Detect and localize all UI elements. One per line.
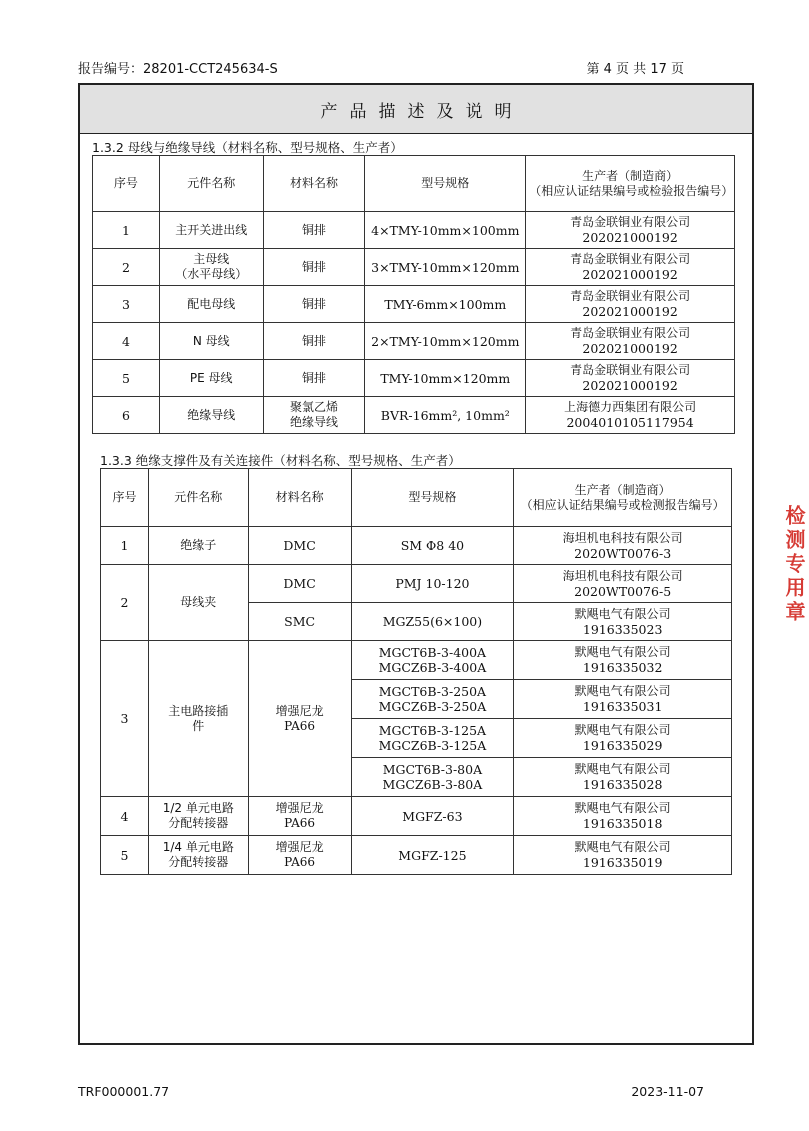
col-header-producer: 生产者（制造商） （相应认证结果编号或检测报告编号） <box>514 469 732 527</box>
report-date: 2023-11-07 <box>631 1084 704 1099</box>
cell-model: 2×TMY-10mm×120mm <box>365 323 526 360</box>
cell-producer: 青岛金联铜业有限公司 202021000192 <box>526 323 735 360</box>
cell-component: 1/4 单元电路 分配转接器 <box>148 836 248 875</box>
cell-material: 铜排 <box>263 249 365 286</box>
table-row <box>93 323 735 360</box>
cell-model: SM Φ8 40 <box>351 527 514 565</box>
cell-model: MGFZ-125 <box>351 836 514 875</box>
cell-material: 聚氯乙烯 绝缘导线 <box>263 397 365 434</box>
cell-no: 3 <box>101 641 149 797</box>
cell-component: 1/2 单元电路 分配转接器 <box>148 797 248 836</box>
cell-component: 主母线 （水平母线） <box>159 249 263 286</box>
cell-no: 1 <box>93 212 160 249</box>
cell-producer: 海坦机电科技有限公司 2020WT0076-5 <box>514 565 732 603</box>
table-row <box>93 212 735 249</box>
cell-model: MGCT6B-3-125A MGCZ6B-3-125A <box>351 719 514 758</box>
cell-material: 增强尼龙 PA66 <box>248 836 351 875</box>
cell-model: MGFZ-63 <box>351 797 514 836</box>
cell-component: 绝缘子 <box>148 527 248 565</box>
table-header-row <box>101 469 732 527</box>
cell-material: 铜排 <box>263 323 365 360</box>
col-header-no: 序号 <box>93 156 160 212</box>
table1-caption: 1.3.2 母线与绝缘导线（材料名称、型号规格、生产者） <box>92 140 403 155</box>
table-row <box>93 286 735 323</box>
col-header-component: 元件名称 <box>148 469 248 527</box>
cell-model: MGCT6B-3-80A MGCZ6B-3-80A <box>351 758 514 797</box>
cell-material: SMC <box>248 603 351 641</box>
cell-component: 绝缘导线 <box>159 397 263 434</box>
cell-producer: 青岛金联铜业有限公司 202021000192 <box>526 212 735 249</box>
busbar-table <box>92 155 735 434</box>
col-header-material: 材料名称 <box>248 469 351 527</box>
cell-component: PE 母线 <box>159 360 263 397</box>
cell-no: 1 <box>101 527 149 565</box>
cell-model: PMJ 10-120 <box>351 565 514 603</box>
col-header-material: 材料名称 <box>263 156 365 212</box>
cell-component: 主电路接插 件 <box>148 641 248 797</box>
cell-producer: 默飓电气有限公司 1916335031 <box>514 680 732 719</box>
section-title: 产品描述及说明 <box>80 85 752 134</box>
seal-stamp-text: 检测专用章 <box>782 505 806 625</box>
cell-material: 铜排 <box>263 360 365 397</box>
cell-producer: 默飓电气有限公司 1916335019 <box>514 836 732 875</box>
page-info: 第 4 页 共 17 页 <box>586 62 684 77</box>
cell-producer: 海坦机电科技有限公司 2020WT0076-3 <box>514 527 732 565</box>
cell-material: 铜排 <box>263 286 365 323</box>
table-row <box>101 797 732 836</box>
cell-producer: 青岛金联铜业有限公司 202021000192 <box>526 286 735 323</box>
cell-model: TMY-6mm×100mm <box>365 286 526 323</box>
cell-no: 3 <box>93 286 160 323</box>
cell-no: 2 <box>101 565 149 641</box>
cell-model: 4×TMY-10mm×100mm <box>365 212 526 249</box>
cell-producer: 默飓电气有限公司 1916335023 <box>514 603 732 641</box>
col-header-producer: 生产者（制造商） （相应认证结果编号或检验报告编号） <box>526 156 735 212</box>
cell-model: MGZ55(6×100) <box>351 603 514 641</box>
cell-no: 4 <box>101 797 149 836</box>
cell-component: 主开关进出线 <box>159 212 263 249</box>
cell-material: 增强尼龙 PA66 <box>248 797 351 836</box>
cell-no: 4 <box>93 323 160 360</box>
cell-material: DMC <box>248 565 351 603</box>
cell-material: 增强尼龙 PA66 <box>248 641 351 797</box>
cell-model: MGCT6B-3-400A MGCZ6B-3-400A <box>351 641 514 680</box>
table-row <box>101 836 732 875</box>
table-header-row <box>93 156 735 212</box>
col-header-model: 型号规格 <box>351 469 514 527</box>
report-number: 报告编号：28201-CCT245634-S <box>78 62 278 77</box>
table-row <box>93 249 735 286</box>
insulator-table <box>100 468 732 875</box>
content-frame <box>78 83 754 1045</box>
cell-model: BVR-16mm², 10mm² <box>365 397 526 434</box>
cell-no: 5 <box>93 360 160 397</box>
cell-producer: 上海德力西集团有限公司 2004010105117954 <box>526 397 735 434</box>
cell-model: MGCT6B-3-250A MGCZ6B-3-250A <box>351 680 514 719</box>
col-header-model: 型号规格 <box>365 156 526 212</box>
cell-producer: 默飓电气有限公司 1916335028 <box>514 758 732 797</box>
cell-producer: 默飓电气有限公司 1916335018 <box>514 797 732 836</box>
table-row <box>101 527 732 565</box>
table2-caption: 1.3.3 绝缘支撑件及有关连接件（材料名称、型号规格、生产者） <box>100 453 461 468</box>
table-row <box>93 360 735 397</box>
cell-model: 3×TMY-10mm×120mm <box>365 249 526 286</box>
cell-component: N 母线 <box>159 323 263 360</box>
col-header-component: 元件名称 <box>159 156 263 212</box>
col-header-no: 序号 <box>101 469 149 527</box>
cell-material: DMC <box>248 527 351 565</box>
cell-producer: 青岛金联铜业有限公司 202021000192 <box>526 360 735 397</box>
cell-producer: 青岛金联铜业有限公司 202021000192 <box>526 249 735 286</box>
cell-no: 2 <box>93 249 160 286</box>
cell-no: 6 <box>93 397 160 434</box>
cell-no: 5 <box>101 836 149 875</box>
table-row <box>101 565 732 603</box>
table-row <box>93 397 735 434</box>
cell-model: TMY-10mm×120mm <box>365 360 526 397</box>
table-row <box>101 641 732 680</box>
cell-producer: 默飓电气有限公司 1916335029 <box>514 719 732 758</box>
cell-component: 母线夹 <box>148 565 248 641</box>
seal-stamp <box>778 505 806 635</box>
cell-component: 配电母线 <box>159 286 263 323</box>
cell-material: 铜排 <box>263 212 365 249</box>
form-number: TRF000001.77 <box>78 1084 170 1099</box>
cell-producer: 默飓电气有限公司 1916335032 <box>514 641 732 680</box>
